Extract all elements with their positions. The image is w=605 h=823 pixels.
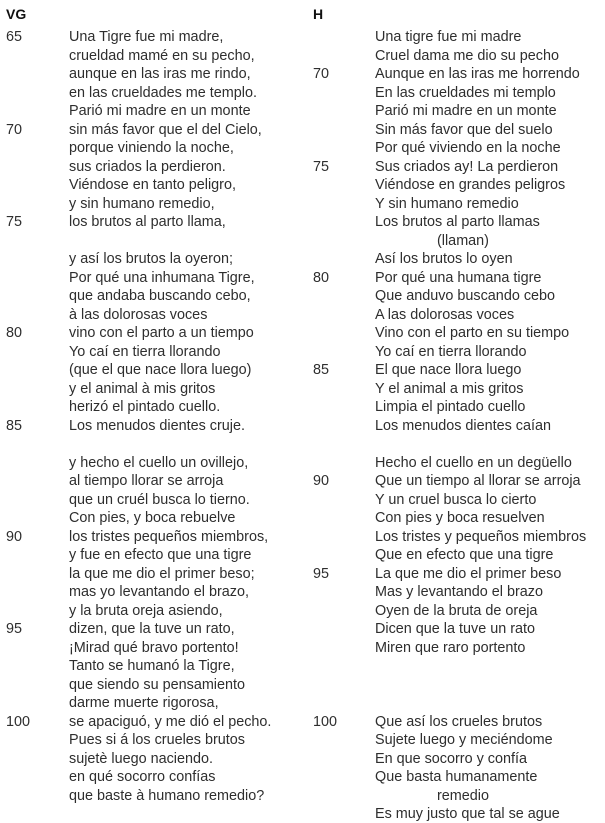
h-verse-line: Y sin humano remedio	[375, 195, 519, 212]
vg-verse-line: dizen, que la tuve un rato,	[69, 621, 235, 637]
vg-verse-line: sin más favor que el del Cielo,	[69, 121, 262, 138]
vg-verse-line: Por qué una inhumana Tigre,	[69, 269, 255, 286]
h-verse-line: Viéndose en grandes peligros	[375, 177, 566, 193]
h-verse-number: 100	[313, 713, 338, 730]
vg-verse-number: 70	[6, 121, 23, 138]
vg-verse-line: en qué socorro confías	[69, 769, 216, 785]
vg-verse-line: que baste à humano remedio?	[69, 787, 265, 804]
h-verse-line: Por qué una humana tigre	[375, 269, 542, 286]
vg-verse-line: Una Tigre fue mi madre,	[69, 29, 224, 45]
vg-verse-line: y así los brutos la oyeron;	[69, 251, 233, 267]
vg-verse-line: los tristes pequeños miembros,	[69, 528, 269, 545]
h-verse-line: Yo caí en tierra llorando	[375, 343, 527, 360]
vg-verse-line: que un cruél busca lo tierno.	[69, 491, 250, 508]
h-verse-line: Los brutos al parto llamas	[375, 214, 540, 230]
vg-verse-number: 90	[6, 528, 23, 545]
h-verse-line: Que en efecto que una tigre	[375, 547, 554, 563]
vg-verse-line: Parió mi madre en un monte	[69, 103, 251, 119]
vg-verse-line: que andaba buscando cebo,	[69, 288, 251, 304]
vg-verse-number: 100	[6, 713, 31, 730]
vg-verse-line: mas yo levantando el brazo,	[69, 584, 249, 600]
vg-verse-line: vino con el parto a un tiempo	[69, 325, 254, 341]
h-verse-line: Que así los crueles brutos	[375, 713, 543, 730]
h-verse-line: Limpia el pintado cuello	[375, 399, 526, 415]
vg-verse-line: aunque en las iras me rindo,	[69, 66, 251, 82]
h-verse-line: Los tristes y pequeños miembros	[375, 528, 587, 545]
h-verse-line: El que nace llora luego	[375, 362, 522, 378]
h-verse-line: Hecho el cuello en un degüello	[375, 454, 572, 471]
vg-verse-number: 85	[6, 417, 23, 434]
vg-column-header: VG	[6, 6, 27, 22]
vg-verse-line: Pues si á los crueles brutos	[69, 732, 245, 748]
h-verse-number: 95	[313, 565, 330, 582]
vg-verse-line: los brutos al parto llama,	[69, 214, 226, 230]
h-verse-line: Es muy justo que tal se ague	[375, 806, 560, 822]
vg-verse-line: ¡Mirad qué bravo portento!	[69, 639, 239, 656]
h-verse-line: Así los brutos lo oyen	[375, 251, 513, 267]
h-verse-line: Sus criados ay! La perdieron	[375, 158, 559, 175]
vg-verse-line: Los menudos dientes cruje.	[69, 417, 245, 434]
h-verse-number: 80	[313, 269, 330, 286]
vg-verse-line: crueldad mamé en su pecho,	[69, 47, 255, 64]
vg-verse-number: 80	[6, 325, 23, 341]
h-verse-line: Miren que raro portento	[375, 639, 526, 656]
h-verse-line: Que un tiempo al llorar se arroja	[375, 473, 581, 489]
vg-verse-line: herizó el pintado cuello.	[69, 399, 221, 415]
h-verse-number: 70	[313, 66, 330, 82]
h-verse-line: En las crueldades mi templo	[375, 84, 556, 101]
vg-verse-number: 75	[6, 214, 23, 230]
h-verse-line: Que basta humanamente	[375, 769, 538, 785]
vg-verse-line: y el animal à mis gritos	[69, 380, 216, 397]
h-verse-line: Cruel dama me dio su pecho	[375, 47, 559, 64]
h-verse-line: Aunque en las iras me horrendo	[375, 66, 580, 82]
vg-verse-line: Yo caí en tierra llorando	[69, 343, 221, 360]
vg-verse-line: porque viniendo la noche,	[69, 140, 234, 156]
vg-verse-number: 95	[6, 621, 23, 637]
h-verse-line: Que anduvo buscando cebo	[375, 288, 556, 304]
h-verse-number: 85	[313, 362, 330, 378]
h-verse-line: Y un cruel busca lo cierto	[375, 491, 537, 508]
vg-verse-line: se apaciguó, y me dió el pecho.	[69, 713, 272, 730]
vg-verse-line: (que el que nace llora luego)	[69, 362, 252, 378]
h-verse-line: Los menudos dientes caían	[375, 417, 552, 434]
h-verse-line: Mas y levantando el brazo	[375, 584, 543, 600]
vg-verse-line: sus criados la perdieron.	[69, 158, 226, 175]
vg-verse-line: y hecho el cuello un ovillejo,	[69, 454, 249, 471]
vg-verse-line: Tanto se humanó la Tigre,	[69, 658, 235, 674]
h-verse-line: Sujete luego y meciéndome	[375, 732, 553, 748]
h-verse-number: 90	[313, 473, 330, 489]
vg-verse-line: y sin humano remedio,	[69, 195, 215, 212]
h-verse-line: remedio	[437, 787, 489, 804]
vg-verse-line: y fue en efecto que una tigre	[69, 547, 252, 563]
vg-verse-number: 65	[6, 29, 23, 45]
h-verse-number: 75	[313, 158, 330, 175]
h-verse-line: Parió mi madre en un monte	[375, 103, 557, 119]
vg-verse-line: Viéndose en tanto peligro,	[69, 177, 236, 193]
h-verse-line: Con pies y boca resuelven	[375, 510, 545, 526]
vg-verse-line: que siendo su pensamiento	[69, 676, 246, 693]
vg-verse-line: Con pies, y boca rebuelve	[69, 510, 236, 526]
vg-verse-line: la que me dio el primer beso;	[69, 565, 255, 582]
vg-verse-line: darme muerte rigorosa,	[69, 695, 219, 711]
h-verse-line: Dicen que la tuve un rato	[375, 621, 535, 637]
h-column-header: H	[313, 6, 324, 22]
h-verse-line: Por qué viviendo en la noche	[375, 140, 561, 156]
h-verse-line: Vino con el parto en su tiempo	[375, 325, 570, 341]
vg-verse-line: à las dolorosas voces	[69, 306, 208, 323]
h-verse-line: La que me dio el primer beso	[375, 565, 562, 582]
h-verse-line: (llaman)	[437, 232, 489, 249]
vg-verse-line: al tiempo llorar se arroja	[69, 473, 224, 489]
h-verse-line: Una tigre fue mi madre	[375, 29, 522, 45]
vg-verse-line: sujetè luego naciendo.	[69, 750, 214, 767]
vg-verse-line: en las crueldades me templo.	[69, 84, 257, 101]
h-verse-line: A las dolorosas voces	[375, 306, 515, 323]
vg-verse-line: y la bruta oreja asiendo,	[69, 602, 223, 619]
h-verse-line: Sin más favor que del suelo	[375, 121, 553, 138]
h-verse-line: Y el animal a mis gritos	[375, 380, 524, 397]
h-verse-line: Oyen de la bruta de oreja	[375, 602, 538, 619]
h-verse-line: En que socorro y confía	[375, 750, 527, 767]
